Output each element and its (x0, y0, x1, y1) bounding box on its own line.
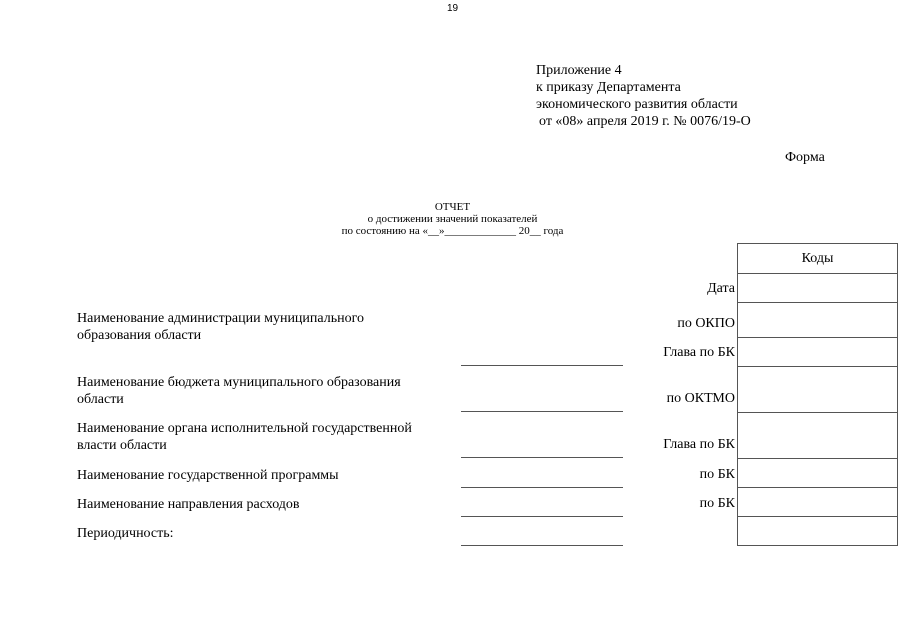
code-label-bk: по БК (699, 467, 735, 482)
field-label-expense-direction: Наименование направления расходов (77, 497, 300, 512)
field-input-authority[interactable] (461, 457, 623, 458)
code-label-chapter-bk-2: Глава по БК (663, 437, 735, 452)
code-label-okpo: по ОКПО (677, 316, 735, 331)
code-cell-chapter-bk-2[interactable] (738, 413, 898, 459)
code-cell-oktmo[interactable] (738, 367, 898, 413)
code-cell-date[interactable] (738, 274, 898, 303)
code-cell-chapter-bk[interactable] (738, 338, 898, 367)
field-input-administration[interactable] (461, 365, 623, 366)
appendix-line-1: Приложение 4 (536, 63, 622, 78)
codes-table (737, 243, 898, 546)
field-label-program: Наименование государственной программы (77, 468, 339, 483)
field-label-periodicity: Периодичность: (77, 526, 174, 541)
form-label: Форма (785, 150, 825, 165)
field-input-expense-direction[interactable] (461, 516, 623, 517)
appendix-line-4: от «08» апреля 2019 г. № 0076/19-О (539, 114, 751, 129)
appendix-line-2: к приказу Департамента (536, 80, 681, 95)
code-label-date: Дата (707, 281, 735, 296)
report-date-line: по состоянию на «__»_____________ 20__ года (341, 225, 564, 237)
field-label-authority: Наименование органа исполнительной государственной власти области (77, 421, 412, 453)
field-input-program[interactable] (461, 487, 623, 488)
code-label-bk-2: по БК (699, 496, 735, 511)
field-input-budget[interactable] (461, 411, 623, 412)
report-subtitle: о достижении значений показателей (367, 213, 538, 225)
report-title-block (0, 201, 905, 237)
codes-header: Коды (738, 244, 898, 274)
field-label-budget: Наименование бюджета муниципального образования области (77, 375, 401, 407)
code-cell-extra[interactable] (738, 517, 898, 546)
field-input-periodicity[interactable] (461, 545, 623, 546)
appendix-line-3: экономического развития области (536, 97, 738, 112)
code-cell-okpo[interactable] (738, 303, 898, 338)
field-label-administration: Наименование администрации муниципального образования области (77, 311, 364, 343)
report-title: ОТЧЕТ (434, 201, 471, 213)
appendix-block (536, 62, 751, 130)
code-label-chapter-bk: Глава по БК (663, 345, 735, 360)
code-cell-bk[interactable] (738, 459, 898, 488)
code-cell-bk-2[interactable] (738, 488, 898, 517)
page-number: 19 (446, 3, 459, 14)
code-label-oktmo: по ОКТМО (666, 391, 735, 406)
